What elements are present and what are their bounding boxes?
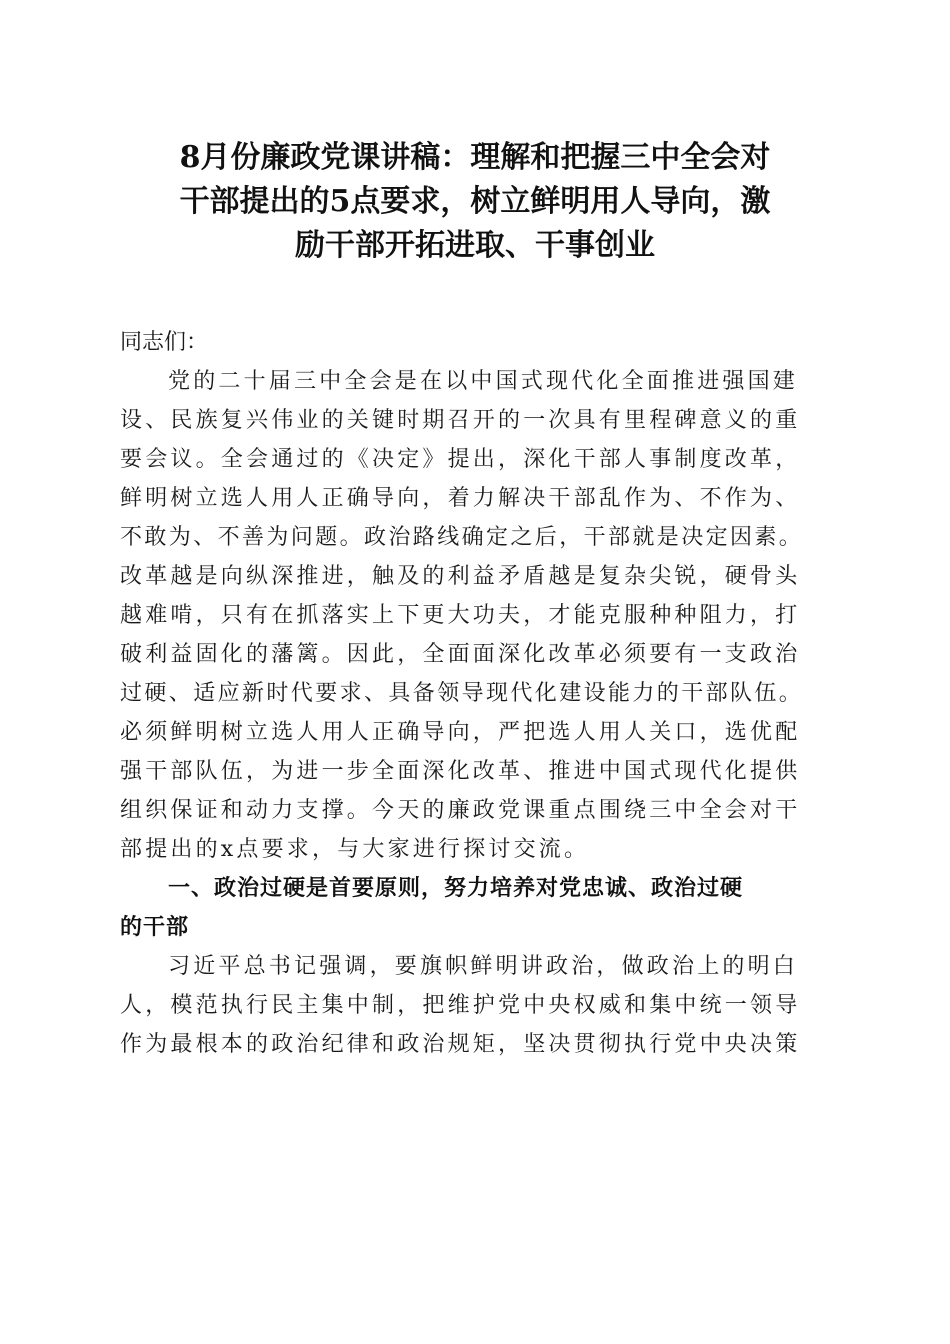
paragraph-line: 过硬、适应新时代要求、具备领导现代化建设能力的干部队伍。: [120, 681, 804, 706]
paragraph-line: 部提出的x点要求，与大家进行探讨交流。: [120, 837, 590, 862]
title-line: 励干部开拓进取、干事创业: [295, 228, 655, 263]
paragraph-line: 人，模范执行民主集中制，把维护党中央权威和集中统一领导: [120, 993, 801, 1018]
heading-line: 的干部: [120, 915, 190, 940]
paragraph-line: 改革越是向纵深推进，触及的利益矛盾越是复杂尖锐，硬骨头: [120, 564, 801, 589]
paragraph-line: 组织保证和动力支撑。今天的廉政党课重点围绕三中全会对干: [120, 798, 801, 823]
document-body: [120, 323, 834, 1064]
paragraph-line: 破利益固化的藩篱。因此，全面面深化改革必须要有一支政治: [120, 642, 801, 667]
paragraph-line: 不敢为、不善为问题。政治路线确定之后，干部就是决定因素。: [120, 525, 804, 550]
paragraph-intro: [120, 362, 834, 869]
paragraph-line: 作为最根本的政治纪律和政治规矩，坚决贯彻执行党中央决策: [120, 1032, 801, 1057]
heading-line: 一、政治过硬是首要原则，努力培养对党忠诚、政治过硬: [168, 876, 744, 901]
paragraph-line: 习近平总书记强调，要旗帜鲜明讲政治，做政治上的明白: [168, 954, 799, 979]
paragraph-line: 要会议。全会通过的《决定》提出，深化干部人事制度改革，: [120, 447, 801, 472]
paragraph-line: 必须鲜明树立选人用人正确导向，严把选人用人关口，选优配: [120, 720, 801, 745]
document-title: [100, 136, 850, 268]
paragraph-line: 党的二十届三中全会是在以中国式现代化全面推进强国建: [168, 369, 799, 394]
section-heading: [120, 869, 834, 947]
paragraph-section-1: [120, 947, 834, 1064]
paragraph-line: 设、民族复兴伟业的关键时期召开的一次具有里程碑意义的重: [120, 408, 801, 433]
paragraph-line: 越难啃，只有在抓落实上下更大功夫，才能克服种种阻力，打: [120, 603, 801, 628]
paragraph-line: 鲜明树立选人用人正确导向，着力解决干部乱作为、不作为、: [120, 486, 801, 511]
paragraph-line: 强干部队伍，为进一步全面深化改革、推进中国式现代化提供: [120, 759, 801, 784]
title-line: 8月份廉政党课讲稿：理解和把握三中全会对: [179, 140, 771, 175]
title-line: 干部提出的5点要求，树立鲜明用人导向，激: [179, 184, 771, 219]
salutation: 同志们：: [120, 330, 209, 355]
